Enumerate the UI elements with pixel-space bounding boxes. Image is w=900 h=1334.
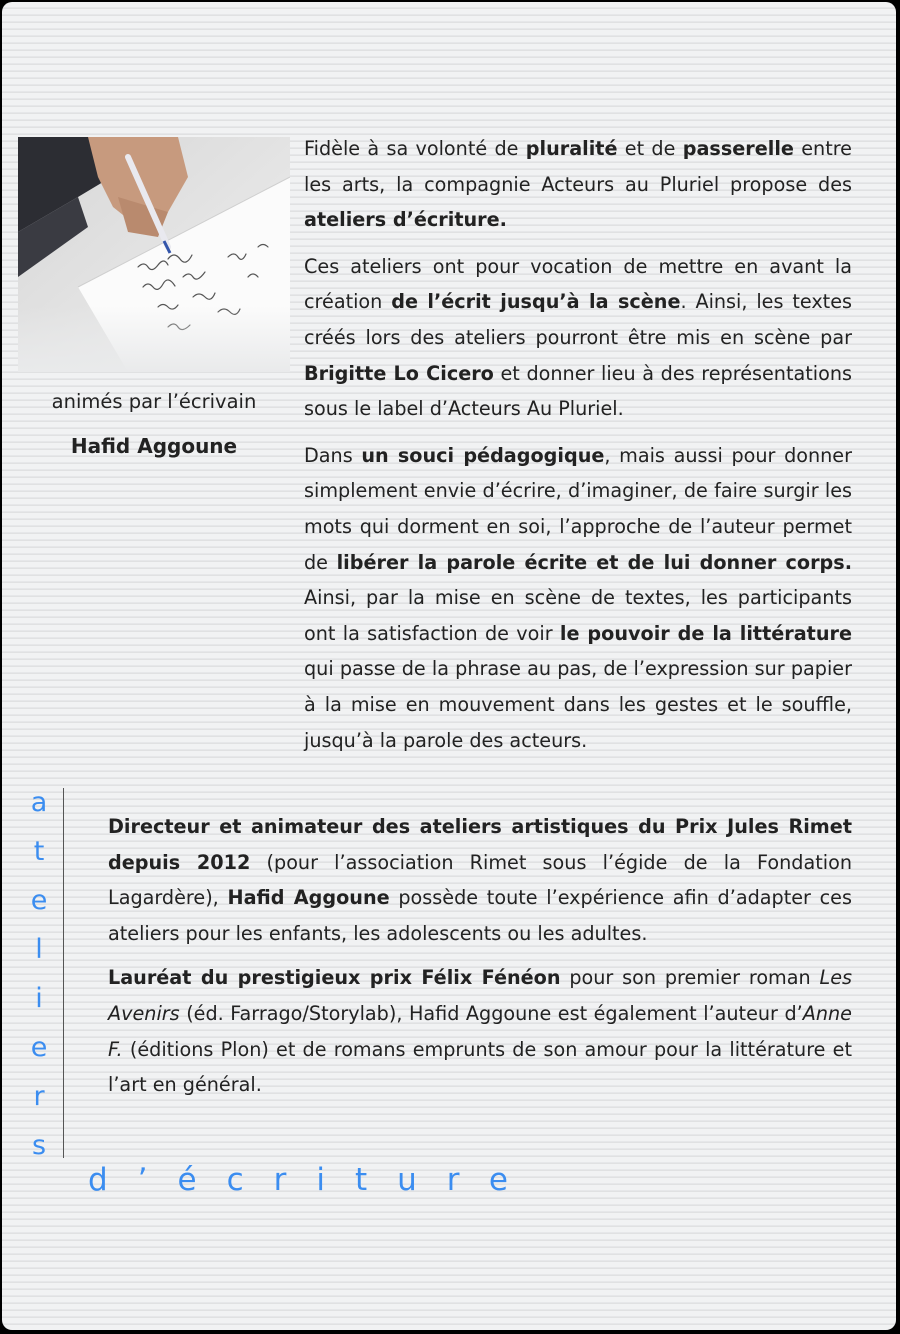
letter: i [35,983,43,1014]
letter: t [33,836,45,867]
paragraph-director: Directeur et animateur des ateliers artistiques du Prix Jules Rimet depuis 2012 (pour l’association Rimet sous l’égide de la Fondation Lagardère), Hafid Aggoune possède toute l’expérience afin d’adapter ces ateliers pour les enfants, les adolescents ou les adultes. [108,815,852,945]
intro-text-column [304,131,852,769]
writing-hand-photo [18,137,290,372]
caption-animated-by: animés par l’écrivain [51,390,257,413]
letter: a [30,787,48,818]
paragraph-laureate: Lauréat du prestigieux prix Félix Fénéon pour son premier roman Les Avenirs (éd. Farrago/Storylab), Hafid Aggoune est également l’auteur d’Anne F. (éditions Plon) et de romans emprunts de son amour pour la littérature et l’art en général. [108,966,852,1097]
paragraph-plurality: Fidèle à sa volonté de pluralité et de passerelle entre les arts, la compagnie Acteurs au Pluriel propose des ateliers d’écriture. [304,137,852,232]
letter: r [33,1081,45,1112]
vertical-word-ateliers [22,778,56,1170]
page [2,2,896,1330]
letter: l [35,934,43,965]
letter: e [30,885,48,916]
horizontal-word-ecriture: d’écriture [88,1162,538,1198]
author-bio-column [108,809,852,1112]
letter: e [30,1032,48,1063]
paragraph-pedagogy: Dans un souci pédagogique, mais aussi pour donner simplement envie d’écrire, d’imaginer, de faire surgir les mots qui dorment en soi, l’approche de l’auteur permet de libérer la parole écrite et de lui donner corps. Ainsi, par la mise en scène de textes, les participants ont la satisfaction de voir le pouvoir de la littérature qui passe de la phrase au pas, de l’expression sur papier à la mise en mouvement dans les gestes et le souffle, jusqu’à la parole des acteurs. [304,443,853,752]
letter: s [31,1130,47,1161]
paragraph-vocation: Ces ateliers ont pour vocation de mettre en avant la création de l’écrit jusqu’à la scène. Ainsi, les textes créés lors des ateliers pourront être mis en scène par Brigitte Lo Cicero et donner lieu à des représentations sous le label d’Acteurs Au Pluriel. [304,254,853,421]
vertical-divider [63,788,64,1158]
caption-author-name: Hafid Aggoune [70,434,238,458]
